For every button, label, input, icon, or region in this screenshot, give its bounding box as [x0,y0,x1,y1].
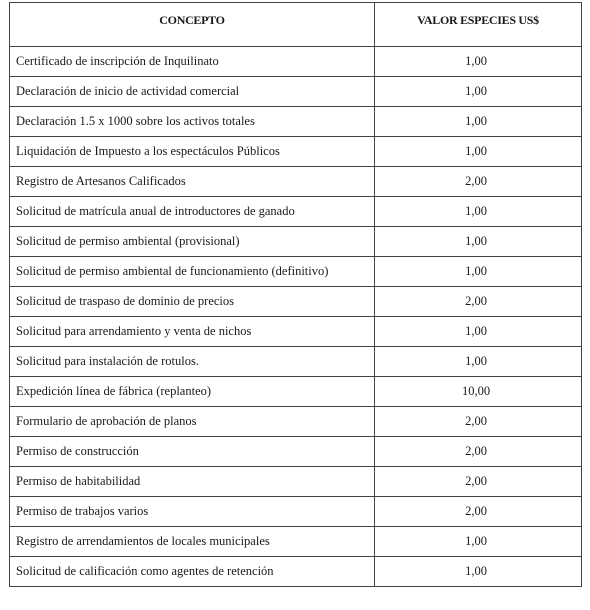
table-row [10,167,582,197]
concept-cell: Permiso de construcción [10,437,375,467]
value-cell: 1,00 [375,77,582,107]
value-cell: 10,00 [375,377,582,407]
table-row [10,257,582,287]
concept-cell: Certificado de inscripción de Inquilinato [10,47,375,77]
value-cell: 1,00 [375,137,582,167]
value-cell: 2,00 [375,467,582,497]
table-row [10,407,582,437]
table-row [10,197,582,227]
table-row [10,107,582,137]
concept-cell: Formulario de aprobación de planos [10,407,375,437]
table-row [10,227,582,257]
concept-cell: Solicitud para arrendamiento y venta de nichos [10,317,375,347]
table-row [10,77,582,107]
table-row [10,437,582,467]
value-cell: 2,00 [375,437,582,467]
value-cell: 2,00 [375,497,582,527]
concept-cell: Expedición línea de fábrica (replanteo) [10,377,375,407]
table-row [10,317,582,347]
table-row [10,467,582,497]
concept-cell: Solicitud para instalación de rotulos. [10,347,375,377]
concept-cell: Registro de arrendamientos de locales municipales [10,527,375,557]
concept-cell: Declaración 1.5 x 1000 sobre los activos totales [10,107,375,137]
table-row [10,137,582,167]
header-value [375,3,582,47]
concept-cell: Solicitud de traspaso de dominio de precios [10,287,375,317]
value-cell: 1,00 [375,317,582,347]
value-cell: 1,00 [375,557,582,587]
value-cell: 2,00 [375,167,582,197]
table-row [10,497,582,527]
concept-cell: Permiso de trabajos varios [10,497,375,527]
table-row [10,287,582,317]
header-value-label: VALOR ESPECIES US$ [417,13,539,27]
table-body [10,47,582,587]
concept-cell: Registro de Artesanos Calificados [10,167,375,197]
value-cell: 1,00 [375,527,582,557]
table-row [10,557,582,587]
header-concept-label: CONCEPTO [159,13,225,27]
fees-table [9,2,582,587]
value-cell: 1,00 [375,227,582,257]
value-cell: 2,00 [375,407,582,437]
table-row [10,47,582,77]
concept-cell: Liquidación de Impuesto a los espectáculos Públicos [10,137,375,167]
value-cell: 1,00 [375,107,582,137]
header-concept [10,3,375,47]
value-cell: 1,00 [375,257,582,287]
concept-cell: Solicitud de calificación como agentes de retención [10,557,375,587]
concept-cell: Solicitud de matrícula anual de introductores de ganado [10,197,375,227]
table-header-row [10,3,582,47]
table-row [10,527,582,557]
concept-cell: Solicitud de permiso ambiental de funcionamiento (definitivo) [10,257,375,287]
table-row [10,347,582,377]
value-cell: 1,00 [375,347,582,377]
table-row [10,377,582,407]
concept-cell: Solicitud de permiso ambiental (provisional) [10,227,375,257]
concept-cell: Permiso de habitabilidad [10,467,375,497]
value-cell: 2,00 [375,287,582,317]
concept-cell: Declaración de inicio de actividad comercial [10,77,375,107]
value-cell: 1,00 [375,47,582,77]
value-cell: 1,00 [375,197,582,227]
